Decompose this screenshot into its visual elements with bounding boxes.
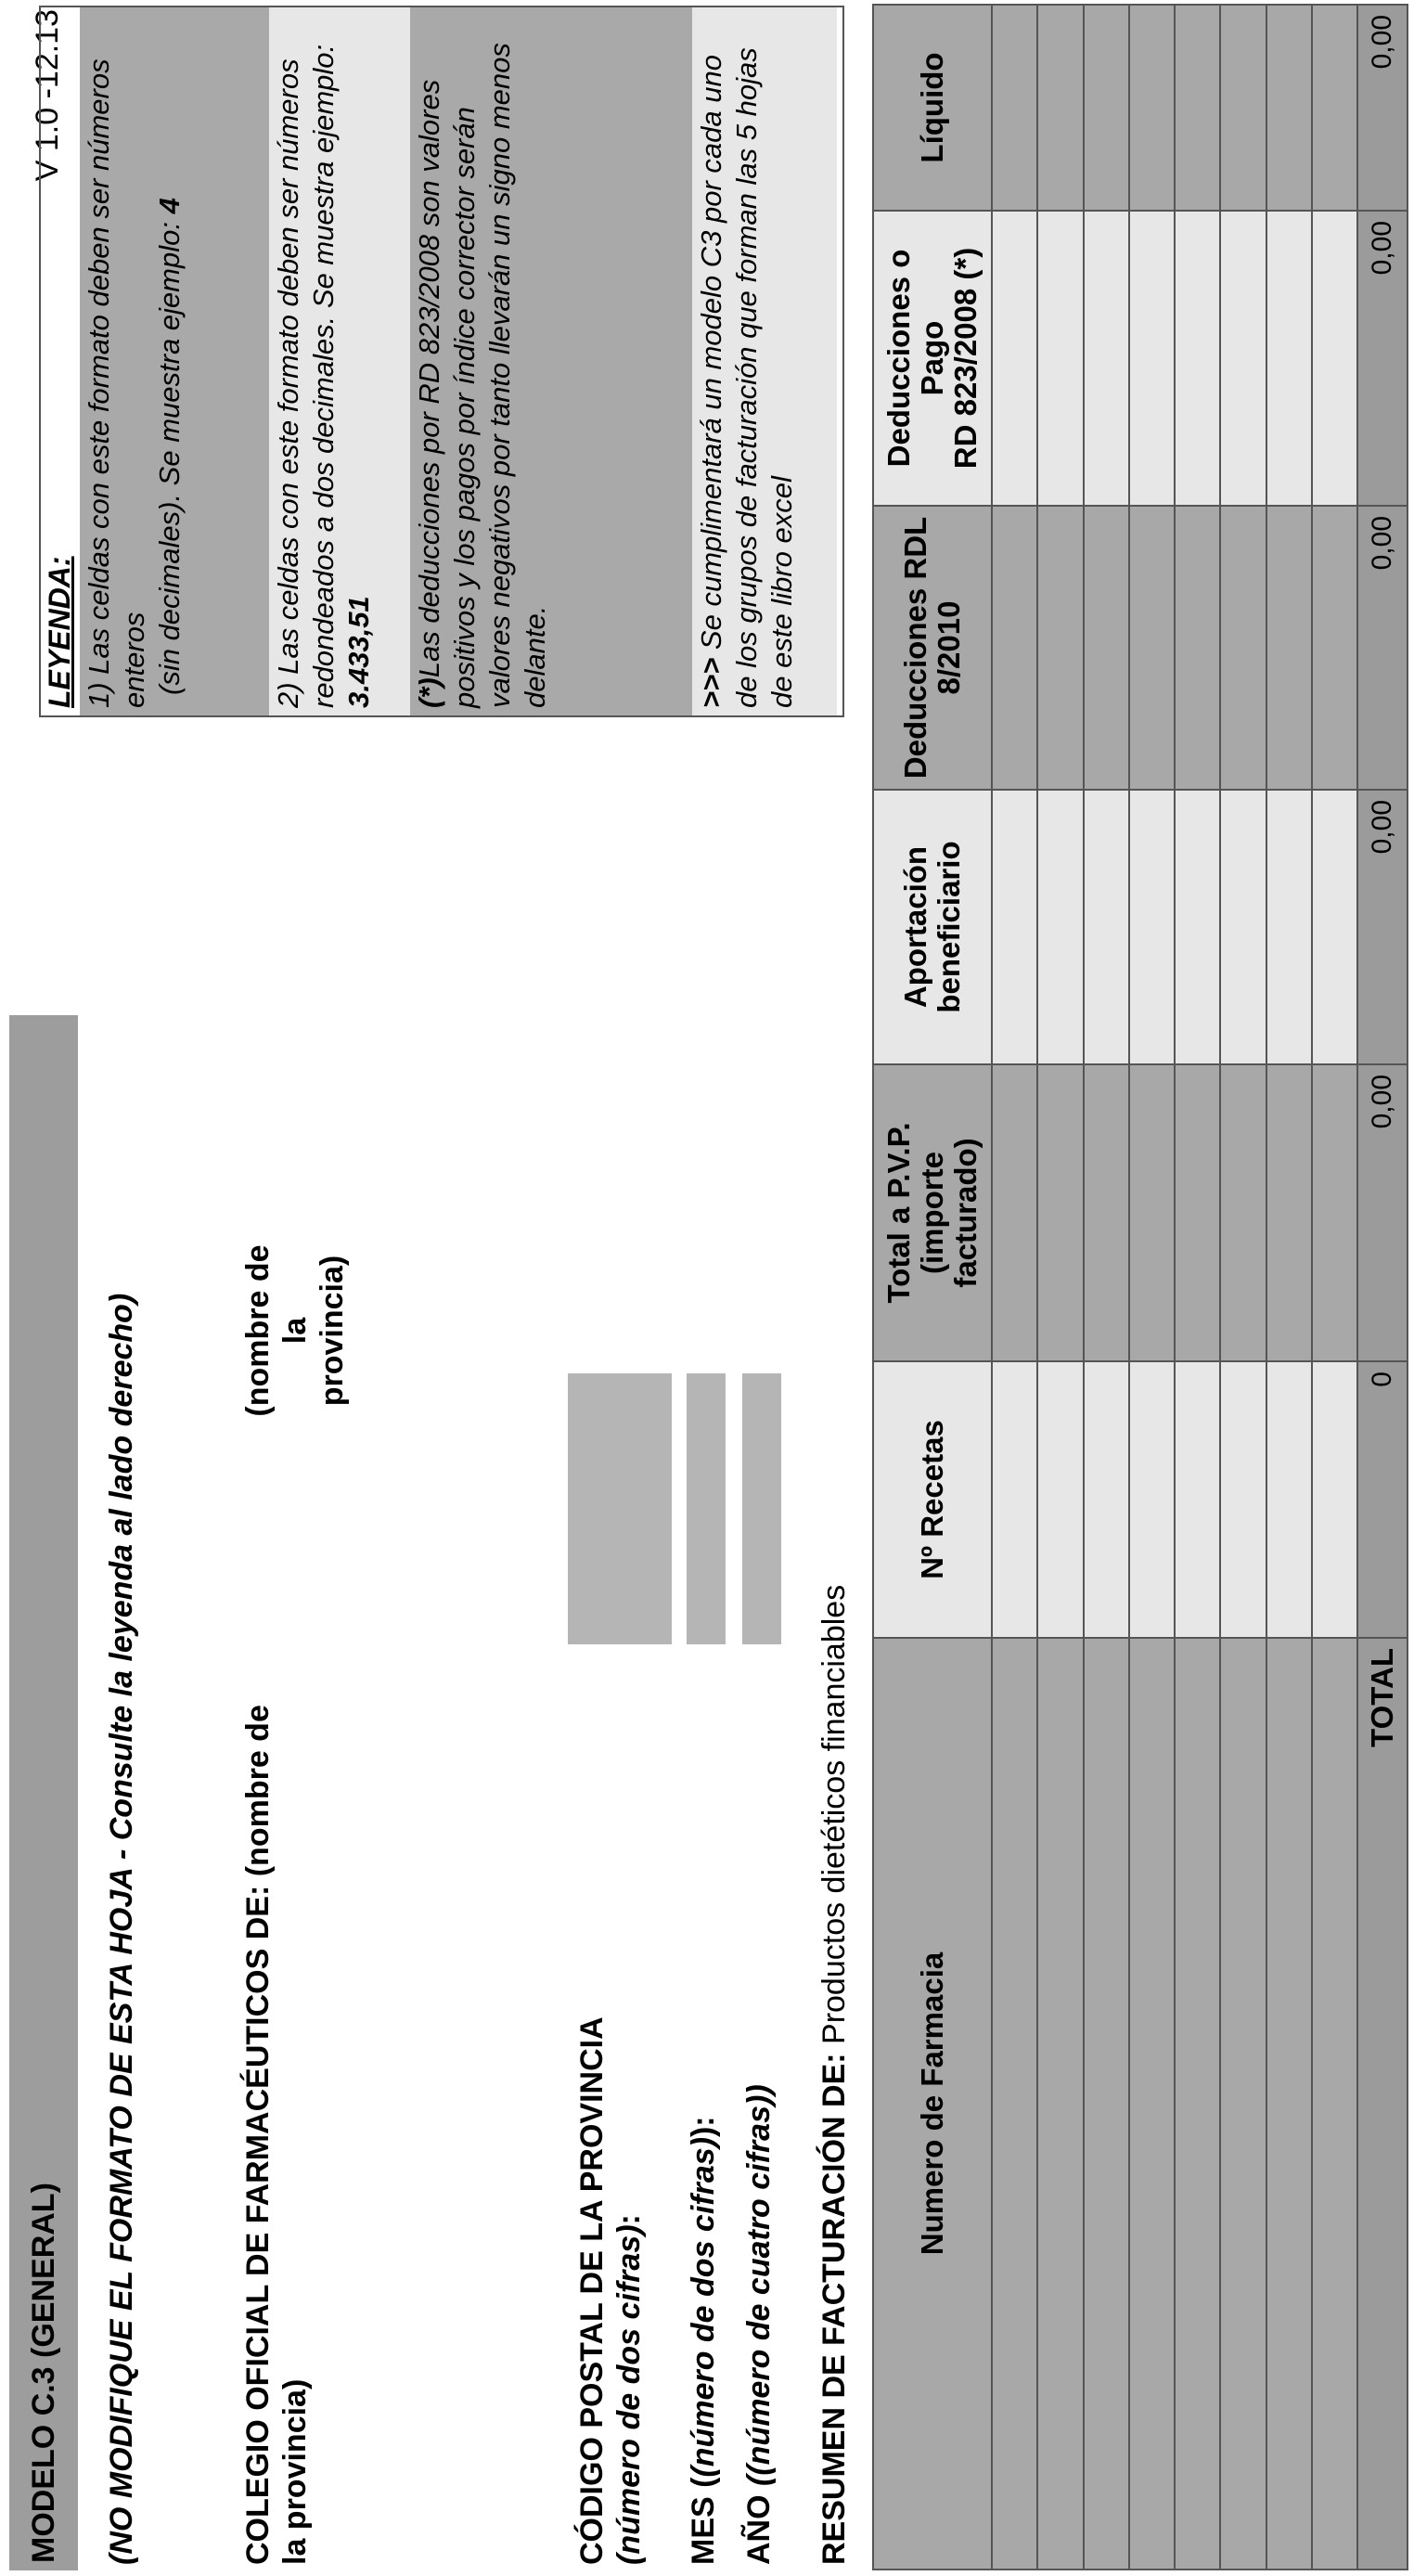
cell-pvp[interactable] [1084,1064,1129,1361]
legend-item1-example: 4 [153,198,186,214]
cell-deducciones-rd[interactable] [1266,211,1312,506]
codigo-postal-subline [611,2016,648,2565]
legend-item1-example-label: (sin decimales). Se muestra ejemplo: [153,213,186,695]
colegio-hint-line2: provincia) [315,1255,350,1407]
colegio-hint-line1: (nombre de la [240,1244,313,1417]
cell-farmacia[interactable] [1175,1638,1220,2570]
cell-liquido[interactable] [1037,5,1083,211]
header-deducciones-rd [873,211,992,506]
table-row [1037,5,1083,2570]
cell-liquido[interactable] [1175,5,1220,211]
cell-farmacia[interactable] [1084,1638,1129,2570]
anio-title: AÑO [741,2494,777,2565]
legend-item3-text: Las deducciones por RD 823/2008 son valores positivos y los pagos por índice corrector serán valores negativos por tanto llevarán un signo menos delante. [413,43,551,708]
cell-deducciones-rd[interactable] [1129,211,1175,506]
codigo-postal-label [573,2016,648,2565]
header-deducciones-rd-line3: RD 823/2008 (*) [948,247,983,470]
cell-deducciones-rdl[interactable] [1312,506,1357,790]
table-row [1175,5,1220,2570]
legend-item4-mark: >>> [695,657,727,708]
cell-farmacia[interactable] [992,1638,1037,2570]
total-deducciones-rd: 0,00 [1357,211,1408,506]
cell-deducciones-rd[interactable] [1220,211,1266,506]
cell-aportacion[interactable] [1129,790,1175,1064]
header-deducciones-rdl: Deducciones RDL 8/2010 [873,506,992,790]
total-deducciones-rdl: 0,00 [1357,506,1408,790]
header-liquido: Líquido [873,5,992,211]
cell-liquido[interactable] [1266,5,1312,211]
total-aportacion: 0,00 [1357,790,1408,1064]
cell-pvp[interactable] [1312,1064,1357,1361]
header-farmacia: Numero de Farmacia [873,1638,992,2570]
mes-label: MES ((número de dos cifras)): [686,2116,721,2565]
header-deducciones-rd-line1: Deducciones o [881,249,916,468]
cell-aportacion[interactable] [1220,790,1266,1064]
cell-aportacion[interactable] [992,790,1037,1064]
cell-liquido[interactable] [992,5,1037,211]
cell-deducciones-rd[interactable] [992,211,1037,506]
cell-deducciones-rdl[interactable] [1037,506,1083,790]
legend-item-decimals [269,7,410,715]
cell-recetas[interactable] [1312,1361,1357,1638]
cell-recetas[interactable] [1220,1361,1266,1638]
cell-pvp[interactable] [1129,1064,1175,1361]
legend-box [39,6,844,717]
billing-table [872,4,1408,2570]
cell-farmacia[interactable] [1037,1638,1083,2570]
cell-aportacion[interactable] [1312,790,1357,1064]
cell-deducciones-rdl[interactable] [1129,506,1175,790]
header-pvp: Total a P.V.P. (importe facturado) [873,1064,992,1361]
legend-item-deductions [410,7,692,715]
cell-recetas[interactable] [1037,1361,1083,1638]
cell-deducciones-rdl[interactable] [1266,506,1312,790]
table-row [1266,5,1312,2570]
legend-item-integers [80,7,269,715]
cell-deducciones-rdl[interactable] [1084,506,1129,790]
total-recetas: 0 [1357,1361,1408,1638]
codigo-postal-sub: (número de dos cifras) [611,2224,647,2565]
codigo-postal-title: CÓDIGO POSTAL DE LA PROVINCIA [574,2016,610,2565]
colegio-label [239,1705,314,2565]
anio-sub: (número de cuatro cifras) [741,2094,777,2476]
cell-deducciones-rdl[interactable] [1175,506,1220,790]
mes-input[interactable] [687,1373,726,1644]
cell-aportacion[interactable] [1037,790,1083,1064]
header-aportacion: Aportación beneficiario [873,790,992,1064]
cell-liquido[interactable] [1129,5,1175,211]
cell-aportacion[interactable] [1175,790,1220,1064]
cell-liquido[interactable] [1084,5,1129,211]
legend-heading: LEYENDA: [43,556,76,708]
cell-liquido[interactable] [1220,5,1266,211]
codigo-postal-input[interactable] [568,1373,672,1644]
cell-deducciones-rdl[interactable] [992,506,1037,790]
cell-farmacia[interactable] [1266,1638,1312,2570]
cell-deducciones-rd[interactable] [1175,211,1220,506]
cell-farmacia[interactable] [1129,1638,1175,2570]
mes-suffix: : [686,2116,721,2127]
cell-recetas[interactable] [1266,1361,1312,1638]
colegio-label-line1: COLEGIO OFICIAL DE FARMACÉUTICOS DE: (nombre de [240,1705,276,2565]
table-row [992,5,1037,2570]
legend-item1-example-line [152,15,187,708]
total-row [1357,5,1408,2570]
format-notice: (NO MODIFIQUE EL FORMATO DE ESTA HOJA - Consulte la leyenda al lado derecho) [104,1293,139,2565]
table-row [1220,5,1266,2570]
cell-pvp[interactable] [1266,1064,1312,1361]
legend-item-instructions [692,7,837,715]
legend-item1-text: 1) Las celdas con este formato deben ser números enteros [83,58,150,708]
colegio-label-line2: la provincia) [277,2378,313,2565]
anio-input[interactable] [742,1373,781,1644]
table-row [1312,5,1357,2570]
cell-liquido[interactable] [1312,5,1357,211]
cell-deducciones-rd[interactable] [1037,211,1083,506]
cell-aportacion[interactable] [1266,790,1312,1064]
cell-pvp[interactable] [992,1064,1037,1361]
table-header-row [873,5,992,2570]
billing-summary-label: RESUMEN DE FACTURACIÓN DE: [816,2053,852,2565]
model-title: MODELO C.3 (GENERAL) [9,1015,78,2570]
cell-pvp[interactable] [1037,1064,1083,1361]
cell-pvp[interactable] [1220,1064,1266,1361]
total-label: TOTAL [1357,1638,1408,2570]
cell-deducciones-rd[interactable] [1312,211,1357,506]
table-row [1129,5,1175,2570]
billing-summary-value: Productos dietéticos financiables [816,1584,852,2054]
cell-recetas[interactable] [1129,1361,1175,1638]
cell-recetas[interactable] [992,1361,1037,1638]
total-pvp: 0,00 [1357,1064,1408,1361]
header-recetas: Nº Recetas [873,1361,992,1638]
billing-summary-heading [816,1585,853,2565]
cell-recetas[interactable] [1175,1361,1220,1638]
version-label: V 1.0 -12.13 [30,9,65,182]
anio-label: AÑO ((número de cuatro cifras)) [741,2084,777,2565]
header-deducciones-rd-line2: Pago [915,320,949,396]
colegio-hint [239,1229,351,1433]
cell-aportacion[interactable] [1084,790,1129,1064]
cell-farmacia[interactable] [1220,1638,1266,2570]
total-liquido: 0,00 [1357,5,1408,211]
table-row [1084,5,1129,2570]
cell-deducciones-rd[interactable] [1084,211,1129,506]
cell-farmacia[interactable] [1312,1638,1357,2570]
legend-item2-example: 3.433,51 [342,596,375,708]
legend-item4-text: Se cumplimentará un modelo C3 por cada uno de los grupos de facturación que forman las 5 hojas de este libro excel [695,47,798,708]
cell-recetas[interactable] [1084,1361,1129,1638]
cell-deducciones-rdl[interactable] [1220,506,1266,790]
cell-pvp[interactable] [1175,1064,1220,1361]
legend-item2-text: 2) Las celdas con este formato deben ser números redondeados a dos decimales. Se muestra ejemplo: [272,44,340,708]
mes-sub: (número de dos cifras) [686,2137,721,2478]
mes-title: MES [686,2496,721,2565]
legend-item3-mark: (*) [413,677,445,708]
codigo-postal-suffix: : [611,2214,647,2225]
